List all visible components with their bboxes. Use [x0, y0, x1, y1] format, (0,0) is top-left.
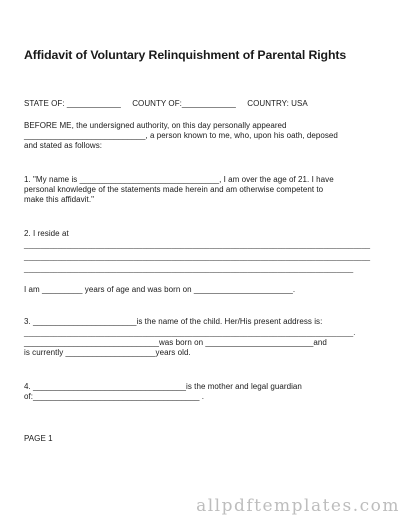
before-me-line-1: BEFORE ME, the undersigned authority, on this day personally appeared	[24, 121, 287, 130]
item-3-line-2: ______________________________________________________________________________.	[24, 328, 356, 337]
item-2-address-line-2: __________________________________________________________________________________	[24, 252, 371, 261]
item-2-age-birth-line: I am _________ years of age and was born on ______________________.	[24, 285, 296, 294]
item-1-line-3: make this affidavit."	[24, 195, 94, 204]
item-3-line-3: ______________________________was born on ________________________and	[24, 338, 327, 347]
watermark: allpdftemplates.com	[196, 496, 400, 516]
item-4-line-2: of:_____________________________________ .	[24, 392, 205, 401]
item-3-line-4: is currently ____________________years old.	[24, 348, 191, 357]
document-title: Affidavit of Voluntary Relinquishment of Parental Rights	[24, 48, 347, 62]
item-1-line-2: personal knowledge of the statements made herein and am otherwise competent to	[24, 185, 324, 194]
item-4-line-1: 4. __________________________________is the mother and legal guardian	[24, 382, 302, 391]
item-1-line-1: 1. "My name is _______________________________, I am over the age of 21. I have	[24, 175, 334, 184]
before-me-line-2: ___________________________, a person known to me, who, upon his oath, deposed	[24, 131, 338, 140]
page-label: PAGE 1	[24, 434, 53, 443]
item-2-line-1: 2. I reside at	[24, 229, 69, 238]
item-3-line-1: 3. _______________________is the name of the child. Her/His present address is:	[24, 317, 323, 326]
item-2-address-line-3: ______________________________________________________________________________	[24, 264, 354, 273]
item-2-address-line-1: __________________________________________________________________________________	[24, 240, 371, 249]
jurisdiction-line: STATE OF: ____________ COUNTY OF:____________ COUNTRY: USA	[24, 99, 308, 108]
before-me-line-3: and stated as follows:	[24, 141, 103, 150]
